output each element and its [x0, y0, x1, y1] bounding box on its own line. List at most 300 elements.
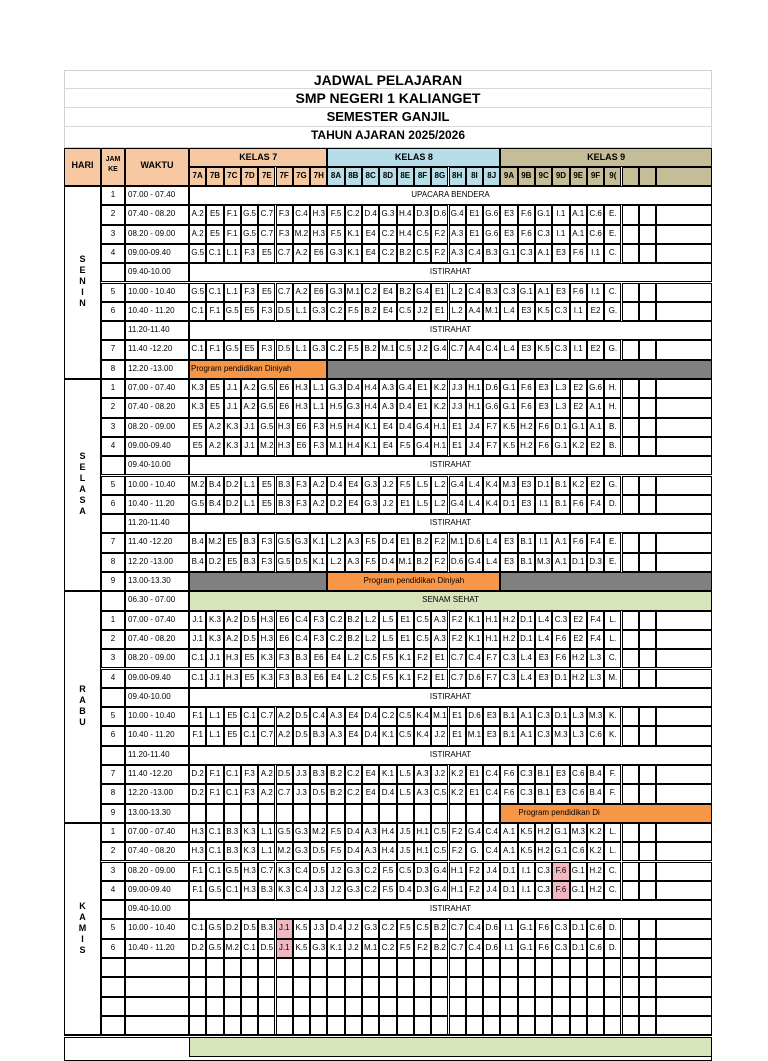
waktu-label: 06.30 - 07.00	[128, 595, 176, 605]
class-code: H.3	[260, 634, 274, 643]
class-code: A.2	[226, 634, 239, 643]
class-cell	[258, 977, 275, 996]
day-separator	[64, 1034, 712, 1036]
class-code: F.5	[348, 345, 359, 354]
class-cell	[500, 958, 517, 977]
class-code: C.2	[329, 634, 343, 643]
class-code: C.3	[502, 287, 516, 296]
class-code: F.3	[313, 422, 325, 431]
class-cell	[466, 977, 483, 996]
class-code: B.2	[347, 615, 360, 624]
class-code: B.	[609, 441, 617, 450]
class-code: I.1	[591, 287, 600, 296]
class-code: A.2	[191, 229, 204, 238]
waktu-label: 07.00 - 07.40	[128, 190, 176, 199]
class-code: G.1	[554, 441, 568, 450]
waktu-label: 07.40 - 08.20	[128, 209, 176, 219]
class-code: B.3	[312, 731, 325, 740]
class-code: H.3	[226, 673, 239, 682]
class-code: A.2	[278, 731, 291, 740]
class-code: F.1	[226, 210, 238, 219]
class-code: K.4	[416, 712, 429, 721]
span-label: ISTIRAHAT	[429, 691, 472, 701]
class-code: A.2	[243, 384, 256, 392]
class-cell	[622, 707, 639, 726]
class-code: B.2	[364, 306, 377, 315]
header-class-label: 7B	[209, 172, 221, 180]
class-cell	[656, 881, 712, 900]
class-code: J.1	[244, 422, 255, 431]
class-cell	[345, 804, 362, 823]
class-cell	[206, 997, 223, 1016]
header-waktu-label: WAKTU	[140, 160, 174, 170]
jam-label: 6	[110, 942, 116, 952]
class-code: L.1	[226, 248, 238, 257]
class-code: J.5	[399, 847, 411, 856]
jam-label: 5	[110, 923, 116, 933]
class-cell	[327, 1016, 344, 1035]
class-code: A.1	[589, 403, 602, 412]
class-code: J.1	[209, 673, 221, 682]
span-label: ISTIRAHAT	[429, 749, 472, 759]
class-cell	[276, 997, 293, 1016]
jam-label: 3	[110, 421, 116, 431]
class-cell	[466, 958, 483, 977]
title-line2: SMP NEGERI 1 KALIANGET	[295, 90, 481, 106]
class-code: A.2	[243, 403, 256, 412]
class-cell	[656, 823, 712, 842]
class-code: D.5	[312, 847, 325, 856]
waktu-label: 07.00 - 07.40	[128, 826, 176, 836]
class-cell	[622, 283, 639, 302]
class-code: K.3	[260, 673, 273, 682]
class-cell	[258, 958, 275, 977]
class-code: C.6	[572, 847, 585, 856]
class-code: F.5	[330, 229, 342, 238]
class-code: L.2	[330, 557, 342, 566]
class-code: F.6	[503, 789, 515, 798]
class-code: D.4	[399, 422, 412, 431]
class-code: J.1	[278, 924, 290, 933]
waktu-label: 13.00-13.30	[128, 807, 171, 817]
class-cell	[656, 862, 712, 881]
class-cell	[483, 1016, 500, 1035]
class-code: K.5	[537, 345, 550, 354]
class-cell	[622, 611, 639, 630]
class-code: K.3	[278, 885, 291, 894]
class-code: C.1	[191, 673, 204, 682]
class-code: F.7	[486, 654, 498, 663]
class-cell	[241, 977, 258, 996]
class-code: B.3	[226, 847, 239, 856]
class-cell	[327, 977, 344, 996]
class-code: B.2	[330, 789, 343, 798]
class-cell	[622, 939, 639, 958]
class-cell	[552, 997, 569, 1016]
class-code: G.	[608, 306, 618, 315]
class-code: D.4	[347, 384, 360, 392]
class-code: C.	[608, 248, 617, 257]
class-cell	[656, 205, 712, 224]
jam-cell	[101, 321, 125, 340]
class-cell	[293, 804, 310, 823]
class-code: G.4	[450, 480, 464, 489]
class-code: E.	[609, 210, 617, 219]
class-cell	[622, 225, 639, 244]
class-cell	[397, 1016, 414, 1035]
span-label: ISTIRAHAT	[429, 325, 472, 335]
class-code: H.3	[277, 422, 291, 431]
class-code: L.4	[468, 499, 480, 508]
class-code: G.5	[243, 210, 256, 219]
class-code: C.1	[208, 827, 222, 836]
class-code: M.3	[536, 557, 551, 566]
class-code: F.6	[555, 654, 567, 663]
class-code: L.	[609, 634, 617, 643]
class-code: D.3	[416, 866, 429, 875]
class-cell	[639, 726, 656, 745]
class-code: C.7	[260, 712, 274, 721]
class-cell	[310, 977, 327, 996]
class-code: F.4	[590, 499, 601, 508]
class-cell	[622, 533, 639, 552]
jam-cell	[101, 746, 125, 765]
class-code: C.7	[450, 654, 464, 663]
class-code: G.1	[537, 210, 551, 219]
title-divider	[64, 88, 712, 89]
class-code: G.1	[502, 248, 516, 257]
jam-label: 4	[110, 884, 116, 894]
class-code: F.6	[538, 441, 549, 450]
header-class-label: 9A	[503, 172, 515, 180]
class-code: E1	[469, 789, 480, 798]
class-code: F.2	[451, 827, 463, 836]
class-code: A.3	[433, 634, 446, 643]
class-code: E.	[609, 229, 617, 238]
class-cell	[258, 804, 275, 823]
class-code: A.1	[572, 210, 585, 219]
class-code: L.4	[486, 557, 498, 566]
class-cell	[639, 398, 656, 417]
day-letter: I	[81, 933, 84, 944]
class-code: L.4	[468, 480, 480, 489]
class-code: C.1	[191, 345, 204, 354]
class-code: C.	[608, 287, 617, 296]
class-code: I.1	[556, 210, 566, 219]
class-code: M.1	[346, 287, 360, 296]
jam-label: 7	[110, 537, 116, 547]
class-cell	[379, 1016, 396, 1035]
jam-label: 9	[110, 576, 116, 585]
jam-label: 6	[110, 498, 116, 508]
class-code: E.	[609, 557, 617, 566]
day-letter: E	[79, 265, 86, 275]
class-code: C.	[608, 885, 617, 894]
header-kelas7-label: KELAS 7	[239, 152, 278, 162]
class-code: D.6	[450, 557, 464, 566]
class-code: E3	[538, 654, 549, 663]
class-code: M.2	[277, 847, 291, 856]
class-code: L.3	[555, 384, 567, 392]
class-code: C.3	[537, 866, 550, 875]
day-letter: R	[79, 684, 86, 695]
class-code: D.3	[416, 210, 429, 219]
class-cell	[414, 977, 431, 996]
class-code: C.1	[208, 248, 222, 257]
class-code: F.3	[313, 441, 325, 450]
class-code: C.6	[589, 943, 602, 952]
class-code: K.5	[295, 943, 308, 952]
waktu-cell	[125, 958, 189, 977]
class-code: L.5	[382, 615, 394, 624]
class-code: I.1	[504, 943, 514, 952]
class-cell	[622, 669, 639, 688]
waktu-label: 10.00 - 10.40	[128, 711, 176, 721]
class-code: C.7	[260, 229, 274, 238]
class-cell	[656, 707, 712, 726]
class-code: C.1	[208, 866, 222, 875]
class-code: A.1	[520, 731, 533, 740]
class-cell	[639, 1016, 656, 1035]
class-code: H.3	[295, 403, 308, 412]
class-code: C.2	[381, 248, 395, 257]
class-code: B.4	[191, 557, 204, 566]
class-code: G.1	[554, 827, 568, 836]
class-code: B.2	[399, 248, 412, 257]
class-code: G.3	[294, 538, 308, 547]
day-letter: U	[79, 717, 86, 728]
class-code: K.2	[589, 847, 602, 856]
waktu-label: 11.40 -12.20	[128, 537, 173, 547]
class-code: F.6	[538, 924, 549, 933]
class-code: K.4	[416, 731, 429, 740]
class-cell	[639, 842, 656, 861]
class-code: D.4	[347, 847, 360, 856]
class-code: D.4	[399, 885, 412, 894]
class-code: E5	[192, 422, 203, 431]
class-cell	[639, 707, 656, 726]
class-code: J.4	[486, 885, 498, 894]
class-code: C.1	[243, 943, 256, 952]
class-code: D.4	[364, 731, 377, 740]
class-code: F.3	[244, 789, 255, 798]
header-class-label: 7A	[192, 172, 203, 180]
class-code: A.2	[208, 441, 221, 450]
class-code: G.5	[277, 538, 291, 547]
class-code: C.1	[208, 847, 222, 856]
class-code: E3	[486, 712, 497, 721]
class-code: F.2	[469, 866, 480, 875]
class-cell	[604, 997, 621, 1016]
class-code: F.6	[503, 770, 515, 778]
class-code: L.3	[589, 654, 602, 663]
class-code: G.	[608, 345, 618, 354]
class-code: B.4	[589, 789, 602, 798]
class-code: J.2	[417, 345, 428, 354]
waktu-label: 09.40-10.00	[128, 904, 171, 914]
class-code: G.1	[571, 866, 585, 875]
class-cell	[639, 611, 656, 630]
class-cell	[345, 958, 362, 977]
class-cell	[639, 225, 656, 244]
class-code: K.1	[468, 615, 481, 624]
class-cell	[397, 804, 414, 823]
class-code: E1	[452, 441, 463, 450]
class-cell	[362, 977, 379, 996]
class-code: C.3	[537, 229, 550, 238]
class-code: L.2	[365, 615, 377, 624]
class-code: E4	[365, 770, 376, 778]
header-jam-label: JAM	[105, 156, 121, 163]
class-code: A.1	[554, 557, 567, 566]
class-code: K.2	[433, 384, 446, 392]
class-code: E3	[556, 770, 566, 778]
class-code: F.1	[192, 731, 203, 740]
waktu-label: 08.20 - 09.00	[128, 653, 176, 663]
class-code: G.6	[589, 384, 602, 392]
class-cell	[241, 804, 258, 823]
class-code: B.1	[537, 770, 550, 778]
day-letter: B	[79, 706, 86, 717]
class-cell	[587, 997, 604, 1016]
class-cell	[224, 958, 241, 977]
class-code: I.1	[504, 924, 514, 933]
class-code: C.3	[520, 770, 533, 778]
class-code: G.4	[433, 866, 447, 875]
class-code: A.1	[554, 538, 567, 547]
class-code: E4	[348, 712, 359, 721]
waktu-label: 09.40-10.00	[128, 267, 171, 277]
class-code: E1	[434, 673, 445, 682]
class-code: F.3	[313, 615, 325, 624]
class-cell	[414, 1016, 431, 1035]
waktu-label: 08.20 - 09.00	[128, 228, 176, 238]
class-code: D.4	[381, 538, 395, 547]
class-cell	[622, 553, 639, 572]
class-code: D.1	[520, 615, 533, 624]
header-class-label: 8H	[452, 172, 463, 180]
class-code: J.2	[330, 885, 342, 894]
class-code: F.3	[244, 248, 255, 257]
span-label: ISTIRAHAT	[429, 267, 472, 277]
header-ke-label: KE	[108, 166, 118, 173]
class-code: E1	[452, 712, 463, 721]
class-code: F.2	[451, 847, 463, 856]
class-code: J.2	[382, 480, 394, 489]
class-code: L.1	[295, 306, 307, 315]
class-code: C.5	[433, 827, 447, 836]
day-letter: N	[79, 298, 86, 308]
class-code: L.4	[520, 654, 532, 663]
class-cell	[604, 1016, 621, 1035]
class-code: D.1	[572, 943, 585, 952]
class-code: L.3	[589, 673, 602, 682]
class-code: B.2	[416, 538, 429, 547]
class-code: H.4	[381, 847, 395, 856]
class-cell	[535, 958, 552, 977]
class-code: F.7	[486, 422, 498, 431]
class-cell	[345, 1016, 362, 1035]
class-cell	[639, 765, 656, 784]
class-code: C.3	[502, 654, 516, 663]
class-code: L.4	[538, 634, 550, 643]
class-cell	[241, 997, 258, 1016]
class-cell	[535, 997, 552, 1016]
class-code: C.6	[589, 210, 602, 219]
class-code: B.1	[503, 731, 516, 740]
class-code: C.4	[485, 789, 498, 798]
class-code: A.2	[260, 770, 273, 778]
class-code: G.1	[502, 403, 516, 412]
jam-label: 3	[110, 653, 116, 663]
class-cell	[622, 977, 639, 996]
title-divider	[64, 107, 712, 108]
class-code: K.1	[468, 634, 481, 643]
header-hari-label: HARI	[71, 160, 94, 170]
class-code: G.5	[225, 306, 239, 315]
class-cell	[656, 842, 712, 861]
class-code: C.7	[260, 731, 274, 740]
class-code: E3	[538, 384, 549, 392]
class-code: J.2	[348, 924, 359, 933]
class-cell	[224, 977, 241, 996]
header-class-cell	[656, 167, 712, 186]
jam-label: 7	[110, 769, 116, 778]
class-code: C.3	[520, 789, 533, 798]
class-code: D.4	[364, 210, 377, 219]
header-class-label: 9B	[521, 172, 532, 180]
class-code: D.1	[554, 712, 568, 721]
class-cell	[431, 804, 448, 823]
class-code: A.3	[381, 403, 394, 412]
class-code: F.3	[278, 210, 290, 219]
class-code: B.3	[260, 924, 273, 933]
class-code: G.4	[450, 499, 464, 508]
header-class-label: 9(	[609, 172, 617, 180]
class-code: G.3	[364, 499, 378, 508]
class-code: D.2	[191, 770, 204, 778]
class-code: F.2	[451, 615, 463, 624]
class-cell	[639, 919, 656, 938]
class-code: C.2	[364, 287, 377, 296]
class-cell	[189, 804, 206, 823]
day-letter: M	[78, 922, 87, 933]
class-code: F.5	[330, 827, 342, 836]
day-letter: N	[79, 276, 86, 286]
class-code: K.2	[572, 480, 585, 489]
class-code: K.1	[347, 229, 360, 238]
class-code: L.5	[399, 770, 411, 778]
class-code: B.4	[208, 480, 221, 489]
class-code: H.3	[312, 210, 325, 219]
class-cell	[656, 649, 712, 668]
class-code: G.	[470, 847, 479, 856]
class-code: F.5	[330, 210, 342, 219]
day-letter: L	[79, 473, 86, 484]
header-kelas9-label: KELAS 9	[587, 152, 626, 162]
class-code: D.5	[295, 557, 308, 566]
class-code: J.3	[296, 770, 307, 778]
class-code: K.3	[208, 634, 221, 643]
class-code: C.4	[468, 287, 481, 296]
class-code: C.2	[329, 345, 343, 354]
class-code: A.1	[572, 229, 585, 238]
class-code: D.	[608, 924, 617, 933]
class-code: D.5	[295, 731, 308, 740]
jam-label: 2	[110, 209, 116, 219]
class-code: L.1	[313, 384, 325, 392]
class-code: M.3	[588, 712, 603, 721]
